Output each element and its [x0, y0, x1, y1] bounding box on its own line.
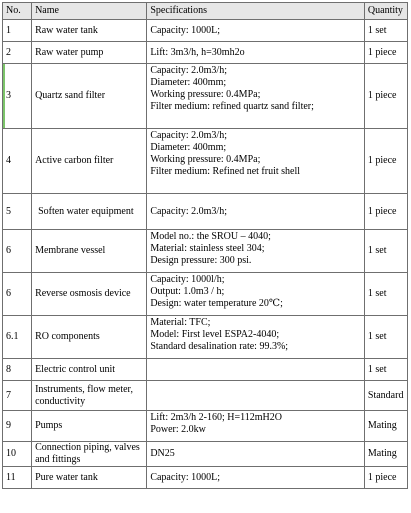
table-row: [3, 42, 408, 64]
cell-name: Raw water pump: [32, 42, 147, 64]
spec-line: Lift: 3m3/h, h=30mh2o: [150, 46, 245, 58]
cell-specifications: [147, 316, 365, 359]
table-row: [3, 442, 408, 467]
cell-name: Quartz sand filter: [32, 64, 147, 129]
cell-name: Pure water tank: [32, 467, 147, 489]
header-name: Name: [32, 3, 147, 20]
table-row: [3, 411, 408, 442]
table-body: [3, 20, 408, 489]
cell-specifications: [147, 64, 365, 129]
cell-name: Electric control unit: [32, 359, 147, 381]
cell-no: 6: [3, 230, 32, 273]
header-specifications: Specifications: [147, 3, 365, 20]
spec-line: Capacity: 1000L;: [150, 471, 221, 483]
cell-name: Instruments, flow meter, conductivity: [32, 381, 147, 411]
spec-line: Working pressure: 0.4MPa;: [150, 154, 261, 165]
spec-line: Output: 1.0m3 / h;: [150, 286, 225, 297]
table-row: [3, 20, 408, 42]
cell-specifications: [147, 467, 365, 489]
spec-line: Filter medium: refined quartz sand filter;: [150, 101, 314, 112]
cell-no: 11: [3, 467, 32, 489]
table-row: [3, 273, 408, 316]
cell-quantity: 1 piece: [364, 42, 407, 64]
cell-specifications: [147, 129, 365, 194]
spec-line: Design: water temperature 20℃;: [150, 298, 283, 309]
spec-line: Filter medium: Refined net fruit shell: [150, 166, 301, 177]
spec-line: Model no.: the SROU – 4040;: [150, 231, 271, 242]
cell-no: 6: [3, 273, 32, 316]
spec-line: Lift: 2m3/h 2-160; H=112mH2O: [150, 412, 282, 423]
spec-line: Capacity: 1000L;: [150, 24, 221, 36]
cell-quantity: 1 piece: [364, 194, 407, 230]
cell-quantity: Mating: [364, 411, 407, 442]
cell-quantity: 1 piece: [364, 64, 407, 129]
spec-line: Diameter: 400mm;: [150, 142, 227, 153]
cell-quantity: 1 piece: [364, 129, 407, 194]
cell-name: Pumps: [32, 411, 147, 442]
cell-quantity: 1 set: [364, 273, 407, 316]
equipment-table: [2, 2, 408, 489]
header-no: No.: [3, 3, 32, 20]
cell-no: 9: [3, 411, 32, 442]
table-row: [3, 359, 408, 381]
cell-specifications: [147, 381, 365, 411]
cell-no: 5: [3, 194, 32, 230]
cell-quantity: 1 set: [364, 316, 407, 359]
table-row: [3, 316, 408, 359]
cell-quantity: Standard: [364, 381, 407, 411]
cell-specifications: [147, 442, 365, 467]
table-row: [3, 230, 408, 273]
cell-name: Reverse osmosis device: [32, 273, 147, 316]
spec-line: Capacity: 2.0m3/h;: [150, 130, 227, 141]
cell-specifications: [147, 359, 365, 381]
spec-line: Capacity: 1000l/h;: [150, 274, 225, 285]
cell-quantity: 1 set: [364, 20, 407, 42]
cell-quantity: 1 set: [364, 359, 407, 381]
table-row: [3, 194, 408, 230]
cell-specifications: [147, 194, 365, 230]
cell-no: 1: [3, 20, 32, 42]
cell-quantity: 1 set: [364, 230, 407, 273]
cell-no: 7: [3, 381, 32, 411]
table-row: [3, 64, 408, 129]
spec-line: Working pressure: 0.4MPa;: [150, 89, 261, 100]
cell-name: RO components: [32, 316, 147, 359]
cell-quantity: Mating: [364, 442, 407, 467]
spec-line: Capacity: 2.0m3/h;: [150, 65, 227, 76]
cell-specifications: [147, 273, 365, 316]
cell-no: 10: [3, 442, 32, 467]
spec-line: Material: stainless steel 304;: [150, 243, 265, 254]
cell-no: 8: [3, 359, 32, 381]
spec-line: Standard desalination rate: 99.3%;: [150, 341, 289, 352]
spec-line: Design pressure: 300 psi.: [150, 255, 252, 266]
cell-no: 2: [3, 42, 32, 64]
equipment-table-container: [2, 2, 408, 489]
cell-specifications: [147, 230, 365, 273]
cell-quantity: 1 piece: [364, 467, 407, 489]
cell-specifications: [147, 42, 365, 64]
spec-line: Material: TFC;: [150, 317, 211, 328]
table-row: [3, 129, 408, 194]
cell-name: Active carbon filter: [32, 129, 147, 194]
spec-line: DN25: [150, 448, 175, 459]
spec-line: Diameter: 400mm;: [150, 77, 227, 88]
spec-line: Power: 2.0kw: [150, 424, 206, 435]
cell-no: 3: [3, 64, 32, 129]
table-header-row: [3, 3, 408, 20]
table-row: [3, 467, 408, 489]
cell-name: Soften water equipment: [32, 194, 147, 230]
cell-name: Raw water tank: [32, 20, 147, 42]
cell-specifications: [147, 411, 365, 442]
table-row: [3, 381, 408, 411]
spec-line: Model: First level ESPA2-4040;: [150, 329, 280, 340]
cell-name: Connection piping, valves and fittings: [32, 442, 147, 467]
cell-specifications: [147, 20, 365, 42]
spec-line: Capacity: 2.0m3/h;: [150, 205, 227, 217]
cell-name: Membrane vessel: [32, 230, 147, 273]
cell-no: 4: [3, 129, 32, 194]
header-quantity: Quantity: [364, 3, 407, 20]
cell-no: 6.1: [3, 316, 32, 359]
